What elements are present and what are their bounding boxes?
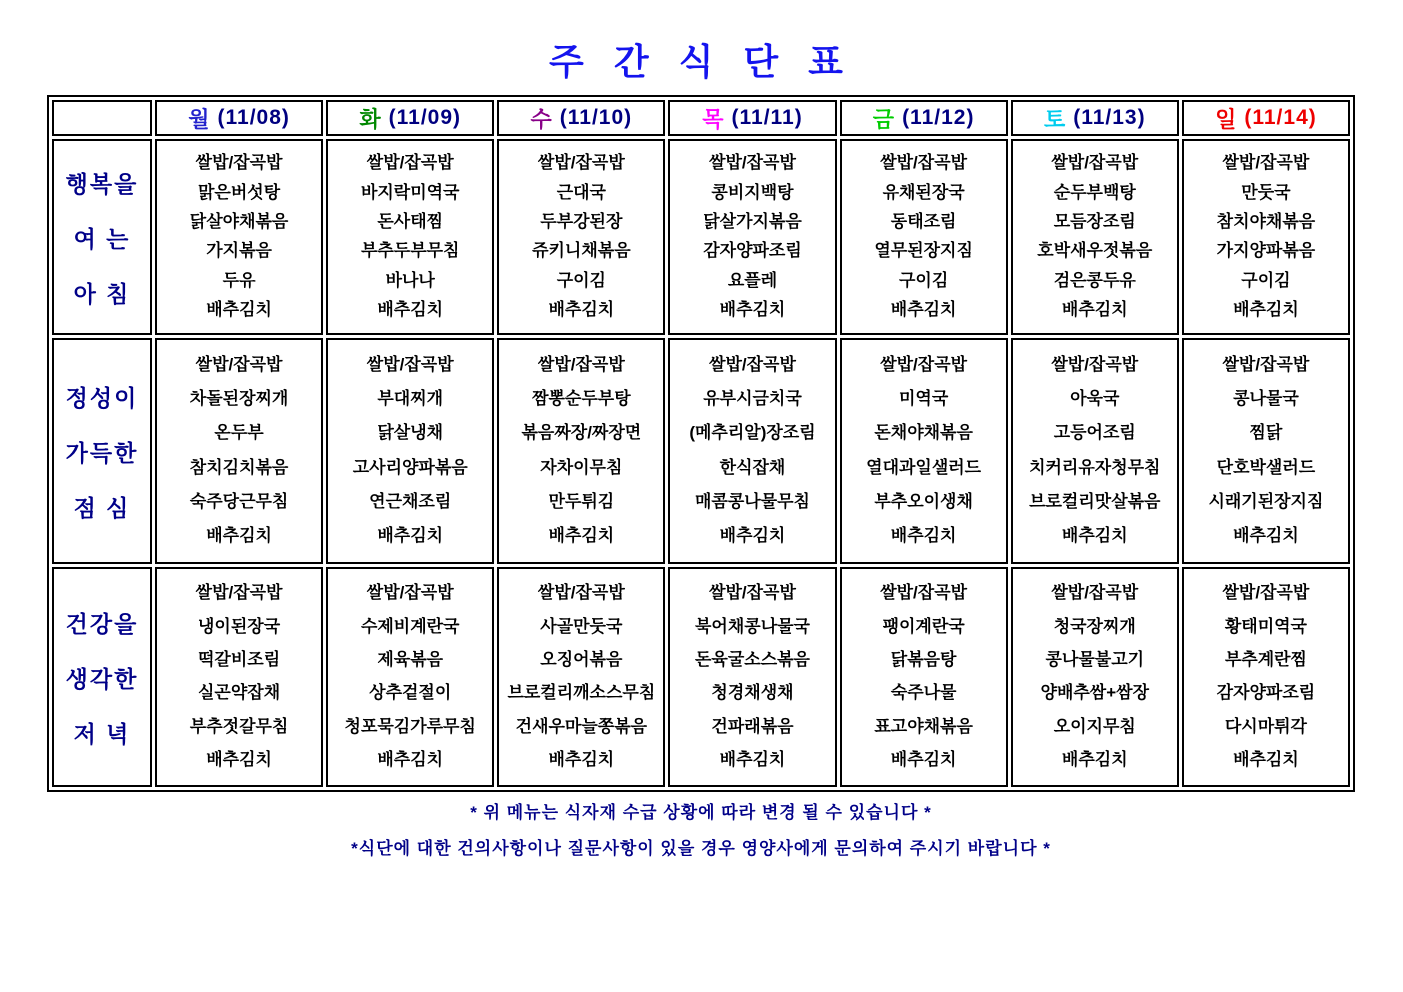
meal-row-label-line: 정성이 <box>65 384 139 411</box>
menu-item: 떡갈비조림 <box>198 649 281 669</box>
menu-cell <box>840 338 1008 564</box>
menu-item: 상추겉절이 <box>369 683 452 703</box>
menu-cell <box>1011 338 1179 564</box>
menu-item: 부추두부무침 <box>360 241 460 261</box>
menu-item: 바지락미역국 <box>360 182 460 202</box>
menu-item: 호박새우젓볶음 <box>1037 241 1153 261</box>
menu-item: 차돌된장찌개 <box>189 389 289 409</box>
menu-item: 부대찌개 <box>377 389 444 409</box>
menu-item: 제육볶음 <box>377 649 444 669</box>
menu-cell <box>668 139 836 335</box>
menu-cell <box>1011 139 1179 335</box>
menu-cell <box>668 567 836 787</box>
menu-cell <box>155 338 323 564</box>
menu-item: 쌀밥/잡곡밥 <box>366 583 454 603</box>
day-name: 수 <box>530 106 552 132</box>
menu-cell <box>1182 139 1350 335</box>
menu-item: 볶음짜장/짜장면 <box>521 423 642 443</box>
menu-item: 배추김치 <box>377 749 444 769</box>
day-date: (11/14) <box>1244 106 1317 129</box>
menu-item: 닭살냉채 <box>377 423 444 443</box>
menu-item: 실곤약잡채 <box>198 683 281 703</box>
menu-cell <box>326 567 494 787</box>
menu-item: 쌀밥/잡곡밥 <box>537 583 625 603</box>
menu-item: 쌀밥/잡곡밥 <box>880 354 968 374</box>
meal-row-label-cell <box>52 338 152 564</box>
menu-item: 건파래볶음 <box>711 716 794 736</box>
menu-item: 두유 <box>222 270 256 290</box>
day-header-cell <box>155 100 323 136</box>
meal-row-label-line: 행복을 <box>65 170 139 197</box>
menu-item: 북어채콩나물국 <box>695 616 810 636</box>
meal-row-label-line: 점 심 <box>73 494 131 521</box>
menu-cell <box>497 567 665 787</box>
menu-item: 청국장찌개 <box>1053 616 1136 636</box>
menu-item: 브로컬리맛살볶음 <box>1029 492 1161 512</box>
menu-item: 열무된장지짐 <box>874 241 973 261</box>
menu-item: 고사리양파볶음 <box>352 457 468 477</box>
day-header-cell <box>668 100 836 136</box>
day-name: 토 <box>1043 106 1066 132</box>
meal-row <box>52 567 1350 787</box>
meal-row-label-cell <box>52 139 152 335</box>
menu-cell <box>840 139 1008 335</box>
menu-item: 배추김치 <box>1061 299 1128 319</box>
menu-item: 콩나물국 <box>1233 389 1299 409</box>
menu-item: 쌀밥/잡곡밥 <box>880 153 968 173</box>
menu-item: 쌀밥/잡곡밥 <box>195 583 283 603</box>
menu-item: 배추김치 <box>548 749 615 769</box>
meal-row-label-line: 생각한 <box>65 665 139 692</box>
menu-item: 열대과일샐러드 <box>866 457 982 477</box>
weekly-menu-table <box>47 95 1355 792</box>
menu-item: 쌀밥/잡곡밥 <box>1222 354 1310 374</box>
menu-item: 쌀밥/잡곡밥 <box>1051 354 1139 374</box>
menu-item: 가지양파볶음 <box>1216 241 1316 261</box>
day-header-cell <box>326 100 494 136</box>
menu-item: 만둣국 <box>1241 182 1291 202</box>
menu-item: 숙주당근무침 <box>189 492 289 512</box>
menu-item: 배추김치 <box>206 526 272 546</box>
menu-cell <box>326 139 494 335</box>
menu-item: 자차이무침 <box>540 457 623 477</box>
day-header-cell <box>1011 100 1179 136</box>
menu-item: 표고야채볶음 <box>874 716 973 736</box>
meal-row-label-line: 건강을 <box>65 610 139 637</box>
menu-item: 시래기된장지짐 <box>1208 492 1324 512</box>
menu-item: 배추김치 <box>1061 526 1128 546</box>
meal-row-label-line: 저 녁 <box>73 720 131 747</box>
menu-item: 감자양파조림 <box>703 241 802 261</box>
menu-item: 찜닭 <box>1249 423 1283 443</box>
menu-item: 사골만둣국 <box>540 616 623 636</box>
menu-item: 쌀밥/잡곡밥 <box>537 354 625 374</box>
menu-item: 오징어볶음 <box>540 649 623 669</box>
day-name: 일 <box>1215 106 1237 132</box>
menu-cell <box>668 338 836 564</box>
day-date: (11/12) <box>902 106 975 129</box>
menu-item: 유채된장국 <box>882 182 965 202</box>
menu-item: 건새우마늘쫑볶음 <box>515 716 648 736</box>
menu-item: 맑은버섯탕 <box>198 182 281 202</box>
meal-row <box>52 338 1350 564</box>
menu-item: 쌀밥/잡곡밥 <box>1222 153 1310 173</box>
menu-item: 돈사태찜 <box>377 211 444 231</box>
menu-item: 배추김치 <box>206 749 272 769</box>
day-name: 금 <box>872 106 895 132</box>
menu-item: 콩나물불고기 <box>1045 649 1145 669</box>
menu-item: 닭살가지볶음 <box>703 211 802 231</box>
menu-cell <box>155 139 323 335</box>
day-date: (11/08) <box>217 106 290 129</box>
menu-item: 부추계란찜 <box>1224 649 1307 669</box>
menu-item: 쌀밥/잡곡밥 <box>709 354 796 374</box>
menu-item: 쌀밥/잡곡밥 <box>709 153 796 173</box>
corner-cell <box>52 100 152 136</box>
menu-item: 냉이된장국 <box>198 616 281 636</box>
menu-item: 유부시금치국 <box>703 389 802 409</box>
menu-item: 구이김 <box>898 270 949 290</box>
menu-item: 배추김치 <box>1233 526 1299 546</box>
menu-item: 쌀밥/잡곡밥 <box>195 153 283 173</box>
menu-item: 돈채야채볶음 <box>874 423 973 443</box>
menu-item: 바나나 <box>385 270 435 290</box>
menu-item: 구이김 <box>556 270 606 290</box>
menu-item: 청포묵김가루무침 <box>344 716 476 736</box>
day-date: (11/10) <box>559 106 633 129</box>
day-header-cell <box>1182 100 1350 136</box>
menu-item: 쌀밥/잡곡밥 <box>366 354 454 374</box>
day-name: 화 <box>359 106 381 132</box>
day-name: 목 <box>702 106 724 132</box>
meal-row-label-line: 여 는 <box>73 225 131 252</box>
menu-item: 배추김치 <box>1061 749 1128 769</box>
menu-item: 짬뽕순두부탕 <box>532 389 631 409</box>
menu-item: 수제비계란국 <box>360 616 460 636</box>
menu-item: 쌀밥/잡곡밥 <box>1051 153 1139 173</box>
menu-item: 배추김치 <box>548 526 615 546</box>
day-header-row <box>52 100 1350 136</box>
day-header-cell <box>840 100 1008 136</box>
footer-note-2: *식단에 대한 건의사항이나 질문사항이 있을 경우 영양사에게 문의하여 주시기 바랍니다 * <box>351 839 1051 858</box>
menu-item: 치커리유자청무침 <box>1029 457 1161 477</box>
menu-item: 두부강된장 <box>540 211 623 231</box>
menu-item: 닭살야채볶음 <box>189 211 289 231</box>
menu-item: 연근채조림 <box>369 492 452 512</box>
menu-item: 배추김치 <box>890 299 957 319</box>
menu-item: 부추오이생채 <box>874 492 973 512</box>
menu-item: 쌀밥/잡곡밥 <box>880 583 968 603</box>
menu-item: 배추김치 <box>206 299 272 319</box>
menu-item: 구이김 <box>1241 270 1291 290</box>
menu-item: 배추김치 <box>548 299 615 319</box>
menu-item: 쌀밥/잡곡밥 <box>709 583 796 603</box>
menu-item: 부추젓갈무침 <box>189 716 289 736</box>
menu-item: 오이지무침 <box>1053 716 1136 736</box>
menu-item: 청경채생채 <box>711 683 794 703</box>
menu-item: 배추김치 <box>1233 749 1299 769</box>
menu-item: 쌀밥/잡곡밥 <box>366 153 454 173</box>
menu-cell <box>1182 567 1350 787</box>
footer-notes <box>47 798 1355 870</box>
menu-item: 감자양파조림 <box>1216 683 1316 703</box>
menu-item: 고등어조림 <box>1053 423 1136 443</box>
meal-row-label-line: 아 침 <box>73 280 131 307</box>
menu-item: 순두부백탕 <box>1053 182 1136 202</box>
menu-item: 단호박샐러드 <box>1216 457 1316 477</box>
menu-cell <box>497 139 665 335</box>
menu-item: 양배추쌈+쌈장 <box>1040 683 1149 703</box>
menu-item: 요플레 <box>727 270 778 290</box>
menu-item: 브로컬리깨소스무침 <box>507 683 656 703</box>
menu-cell <box>1182 338 1350 564</box>
menu-item: 배추김치 <box>890 526 957 546</box>
menu-item: 매콤콩나물무침 <box>695 492 810 512</box>
day-date: (11/09) <box>388 106 462 129</box>
page-title: 주 간 식 단 표 <box>549 41 853 82</box>
menu-item: 가지볶음 <box>206 241 272 261</box>
menu-cell <box>155 567 323 787</box>
menu-item: 닭볶음탕 <box>890 649 957 669</box>
menu-item: 쌀밥/잡곡밥 <box>1051 583 1139 603</box>
menu-item: 배추김치 <box>377 526 444 546</box>
menu-item: 아욱국 <box>1070 389 1120 409</box>
menu-item: 쌀밥/잡곡밥 <box>537 153 625 173</box>
meal-row-label-cell <box>52 567 152 787</box>
menu-item: 참치김치볶음 <box>189 457 289 477</box>
menu-item: 만두튀김 <box>548 492 615 512</box>
menu-cell <box>326 338 494 564</box>
menu-item: 배추김치 <box>1233 299 1299 319</box>
menu-item: 쌀밥/잡곡밥 <box>195 354 283 374</box>
menu-item: 팽이계란국 <box>882 616 965 636</box>
menu-item: 배추김치 <box>719 299 786 319</box>
menu-cell <box>1011 567 1179 787</box>
day-header-cell <box>497 100 665 136</box>
menu-item: 숙주나물 <box>890 683 957 703</box>
menu-item: 근대국 <box>556 182 606 202</box>
menu-item: 한식잡채 <box>719 457 786 477</box>
menu-item: 다시마튀각 <box>1224 716 1307 736</box>
menu-item: 배추김치 <box>719 526 786 546</box>
menu-item: (메추리알)장조림 <box>689 423 816 443</box>
menu-item: 돈육굴소스볶음 <box>695 649 810 669</box>
meal-row <box>52 139 1350 335</box>
menu-item: 쌀밥/잡곡밥 <box>1222 583 1310 603</box>
menu-item: 참치야채볶음 <box>1216 211 1316 231</box>
menu-item: 온두부 <box>214 423 264 443</box>
menu-item: 황태미역국 <box>1224 616 1307 636</box>
meal-row-label-line: 가득한 <box>65 439 139 466</box>
menu-item: 미역국 <box>898 389 949 409</box>
menu-item: 배추김치 <box>719 749 786 769</box>
menu-item: 콩비지백탕 <box>711 182 794 202</box>
day-date: (11/11) <box>731 106 803 129</box>
menu-item: 검은콩두유 <box>1053 270 1136 290</box>
day-name: 월 <box>188 106 210 132</box>
menu-cell <box>840 567 1008 787</box>
footer-note-1: * 위 메뉴는 식자재 수급 상황에 따라 변경 될 수 있습니다 * <box>470 803 932 822</box>
menu-item: 배추김치 <box>377 299 444 319</box>
day-date: (11/13) <box>1073 106 1146 129</box>
menu-item: 쥬키니채볶음 <box>532 241 631 261</box>
menu-cell <box>497 338 665 564</box>
menu-item: 동태조림 <box>890 211 957 231</box>
menu-item: 배추김치 <box>890 749 957 769</box>
menu-item: 모듬장조림 <box>1053 211 1136 231</box>
